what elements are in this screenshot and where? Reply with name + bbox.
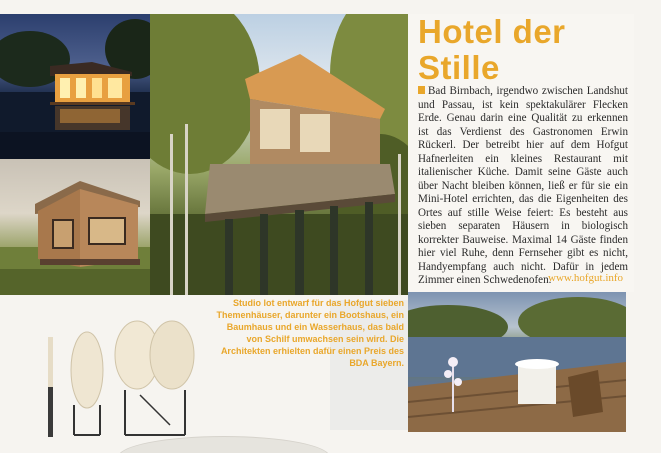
photo-caption: Studio lot entwarf für das Hofgut sieben Themenhäuser, darunter ein Bootshaus, ein Baumhaus und ein Wasserhaus, das bald von Schilf umwachsen sein wird. Die Architekten erhielten dafür einen Preis des BDA Bayern.: [216, 298, 404, 368]
hofgut-link[interactable]: www.hofgut.info: [548, 272, 624, 284]
section-header: [0, 0, 130, 9]
photo-lake-house-dusk: [0, 14, 150, 159]
photo-tree-house: [150, 14, 408, 295]
dock-dinner-illustration: [408, 292, 626, 432]
photo-wooden-cabin: [0, 159, 150, 295]
article-title: [418, 14, 628, 86]
paragraph-square-icon: [418, 86, 425, 94]
cabin-illustration: [0, 159, 150, 295]
article-body-text: Bad Birnbach, irgendwo zwischen Landshut und Passau, ist kein spektakulärer Flecken Erde. Genau darin eine Qualität zu erkennen ist das Verdienst des Gastronomen Erwin Rückerl. Der betreibt hier auf dem Hofgut Hafnerleiten ein kleines Restaurant mit italienischer Küche. Damit seine Gäste auch über Nacht bleiben können, ließ er für sie ein Mini-Hotel errichten, das die Eigenheiten des Ortes auf stille Weise feiert: Es besteht aus sieben separaten Häusern in biologisch korrekter Bauweise. Maximal 14 Gäste finden hier viel Ruhe, denn Fernseher gibt es nicht, Handyempfang auch nicht. Dafür in jedem Zimmer einen Schwedenofen.: [418, 85, 628, 286]
photo-dock-dinner: [408, 292, 626, 432]
tree-house-illustration: [150, 14, 408, 295]
title-line-1: Hotel der: [418, 13, 566, 50]
lake-house-illustration: [0, 14, 150, 159]
article-body: [418, 85, 628, 288]
title-line-2: Stille: [418, 49, 500, 86]
